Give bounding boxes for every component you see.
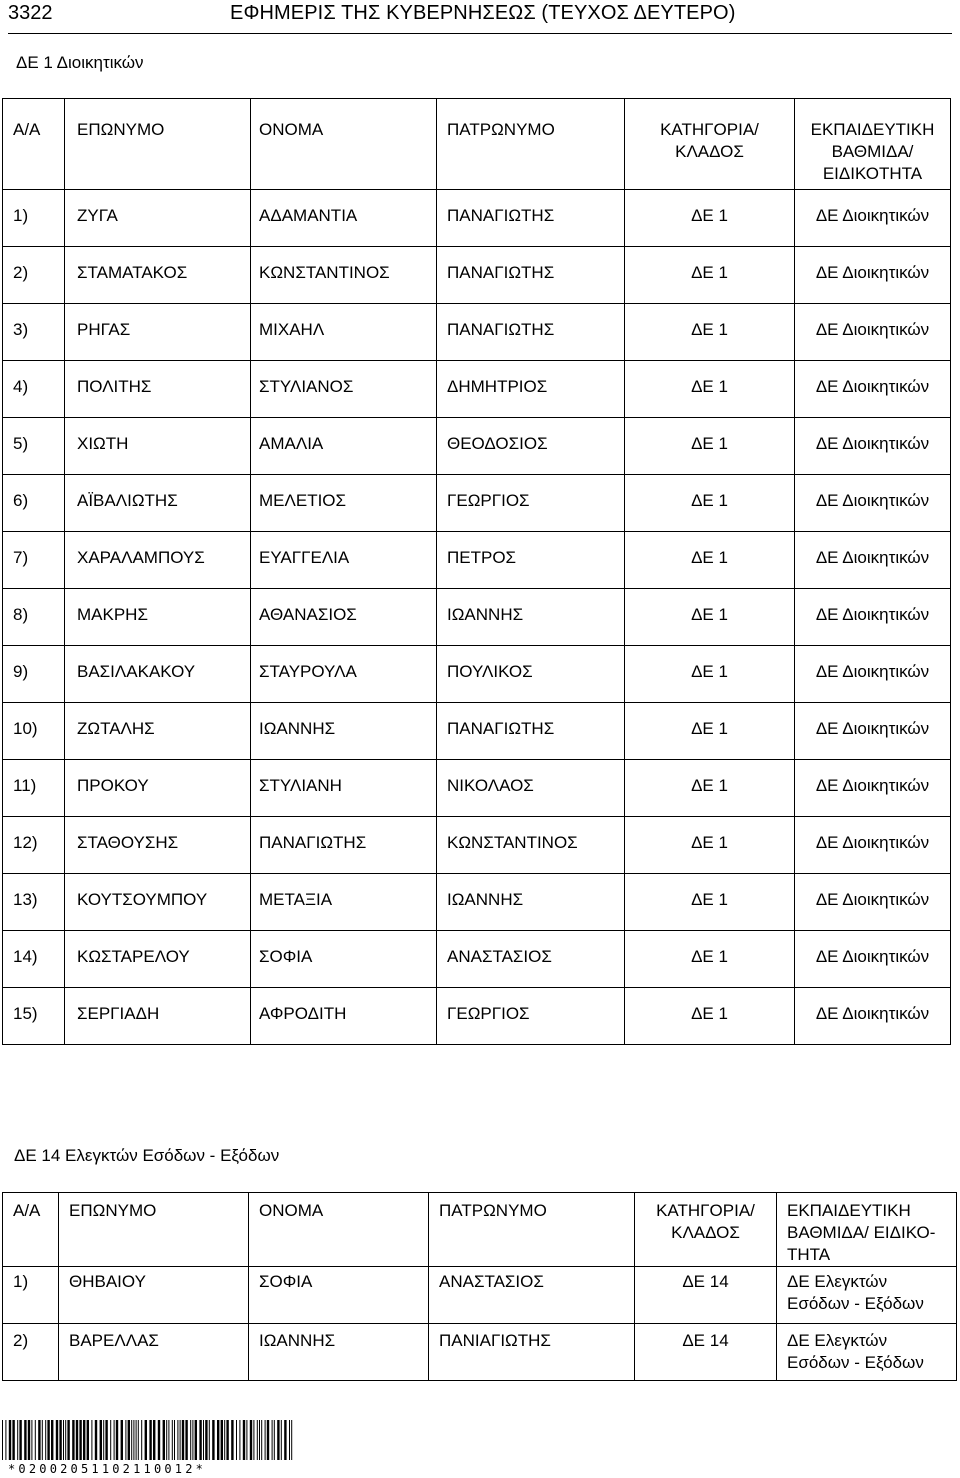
table-cell: ΔΕ Διοικητικών [795,361,951,418]
table-cell: ΜΕΛΕΤΙΟΣ [251,475,437,532]
barcode-bar [95,1420,97,1460]
table-de14-auditors [2,1192,957,1381]
table-row [3,1324,957,1381]
table-row [3,817,951,874]
barcode-bar [239,1420,240,1460]
barcode-bar [261,1420,262,1460]
barcode-bar [45,1420,46,1460]
barcode-bar [91,1420,92,1460]
barcode-bar [145,1420,147,1460]
table-cell: 13) [3,874,65,931]
barcode-bar [100,1420,102,1460]
table-row [3,361,951,418]
table-cell: ΔΕ Διοικητικών [795,931,951,988]
barcode-bar [174,1420,175,1460]
table-cell: ΠΑΝΑΓΙΩΤΗΣ [437,304,625,361]
barcode-bar [38,1420,40,1460]
table-row [3,304,951,361]
barcode-bar [103,1420,104,1460]
barcode-bar [250,1420,252,1460]
column-header: ΕΚΠΑΙΔΕΥΤΙΚΗ ΒΑΘΜΙΔΑ/ ΕΙΔΙΚΟΤΗΤΑ [795,99,951,190]
barcode-bar [105,1420,107,1460]
table-cell: ΑΪΒΑΛΙΩΤΗΣ [65,475,251,532]
barcode-bar [56,1420,58,1460]
table-cell: ΣΤΑΘΟΥΣΗΣ [65,817,251,874]
table-cell: ΣΟΦΙΑ [251,931,437,988]
table-cell: ΔΕ 1 [625,988,795,1045]
table-cell: ΜΙΧΑΗΛ [251,304,437,361]
barcode-bar [153,1420,155,1460]
table-cell: ΘΕΟΔΟΣΙΟΣ [437,418,625,475]
table-cell: ΔΕ Διοικητικών [795,874,951,931]
table-de1-administrative [2,98,951,1045]
barcode-bar [205,1420,207,1460]
barcode-bar [291,1420,292,1460]
barcode-bar [257,1420,258,1460]
table-row [3,589,951,646]
barcode-bar [199,1420,201,1460]
barcode-bar [172,1420,173,1460]
table-cell: 1) [3,1267,59,1324]
table-cell: 9) [3,646,65,703]
table-cell: ΔΕ 14 [635,1267,777,1324]
table-cell: 10) [3,703,65,760]
barcode-bar [121,1420,123,1460]
table-cell: ΔΕ Διοικητικών [795,532,951,589]
column-header: ΕΚΠΑΙΔΕΥΤΙΚΗ ΒΑΘΜΙΔΑ/ ΕΙΔΙΚΟ- ΤΗΤΑ [777,1193,957,1267]
column-header: ΚΑΤΗΓΟΡΙΑ/ ΚΛΑΔΟΣ [625,99,795,190]
table-cell: ΣΤΥΛΙΑΝΗ [251,760,437,817]
table-cell: ΜΕΤΑΞΙΑ [251,874,437,931]
table-cell: ΖΩΤΑΛΗΣ [65,703,251,760]
barcode-bar [149,1420,151,1460]
table-cell: ΘΗΒΑΙΟΥ [59,1267,249,1324]
barcode-bar [158,1420,160,1460]
table-cell: ΙΩΑΝΝΗΣ [437,589,625,646]
table-cell: ΝΙΚΟΛΑΟΣ [437,760,625,817]
barcode-bar [265,1420,266,1460]
table-cell: ΙΩΑΝΝΗΣ [251,703,437,760]
barcode-bar [59,1420,61,1460]
table-cell: ΚΩΝΣΤΑΝΤΙΝΟΣ [251,247,437,304]
barcode-bar [114,1420,115,1460]
barcode-bar [31,1420,32,1460]
table-cell: ΔΕ 1 [625,760,795,817]
table-cell: ΠΟΛΙΤΗΣ [65,361,251,418]
column-header: ΠΑΤΡΩΝΥΜΟ [429,1193,635,1267]
table-cell: ΔΕ 14 [635,1324,777,1381]
table-cell: ΠΑΝΑΓΙΩΤΗΣ [251,817,437,874]
barcode-bar [221,1420,223,1460]
table-cell: ΔΕ 1 [625,190,795,247]
table-cell: ΠΡΟΚΟΥ [65,760,251,817]
table-cell: ΙΩΑΝΝΗΣ [249,1324,429,1381]
barcode-bar [116,1420,118,1460]
table-row [3,532,951,589]
table-cell: 2) [3,1324,59,1381]
table-cell: ΣΤΥΛΙΑΝΟΣ [251,361,437,418]
table-cell: ΔΕ Ελεγκτών Εσόδων - Εξόδων [777,1267,957,1324]
barcode-bar [65,1420,66,1460]
table-cell: ΔΕ 1 [625,589,795,646]
table-cell: ΔΕ Διοικητικών [795,190,951,247]
column-header: Α/Α [3,1193,59,1267]
table-cell: ΔΗΜΗΤΡΙΟΣ [437,361,625,418]
barcode-bar [5,1420,6,1460]
table-row [3,190,951,247]
table-cell: ΔΕ 1 [625,418,795,475]
column-header: ΕΠΩΝΥΜΟ [65,99,251,190]
barcode-bar [289,1420,290,1460]
table-cell: ΔΕ Διοικητικών [795,817,951,874]
table-cell: ΔΕ 1 [625,646,795,703]
table-cell: ΓΕΩΡΓΙΟΣ [437,988,625,1045]
table-row [3,1267,957,1324]
barcode-bar [42,1420,43,1460]
table-cell: ΔΕ 1 [625,874,795,931]
column-header: ΟΝΟΜΑ [249,1193,429,1267]
barcode-bar [87,1420,89,1460]
table-cell: ΚΩΣΤΑΡΕΛΟΥ [65,931,251,988]
column-header: Α/Α [3,99,65,190]
barcode-bar [24,1420,26,1460]
table-cell: ΓΕΩΡΓΙΟΣ [437,475,625,532]
barcode-bar [281,1420,282,1460]
barcode-bar [274,1420,275,1460]
barcode-bar [217,1420,219,1460]
barcode-bar [2,1420,3,1460]
table-cell: ΣΕΡΓΙΑΔΗ [65,988,251,1045]
column-header: ΠΑΤΡΩΝΥΜΟ [437,99,625,190]
barcode-bar [35,1420,36,1460]
table-row [3,931,951,988]
table-cell: 5) [3,418,65,475]
table-cell: ΠΟΥΛΙΚΟΣ [437,646,625,703]
table-cell: ΠΑΝΑΓΙΩΤΗΣ [437,190,625,247]
barcode-number: *02002051102110012* [8,1462,207,1476]
header-rule [8,33,952,34]
barcode-bar [12,1420,14,1460]
barcode-bar [67,1420,69,1460]
barcode-bar [212,1420,214,1460]
table-cell: ΑΜΑΛΙΑ [251,418,437,475]
barcode-bar [231,1420,233,1460]
table-cell: ΔΕ Διοικητικών [795,988,951,1045]
table-cell: ΚΟΥΤΣΟΥΜΠΟΥ [65,874,251,931]
table-cell: ΔΕ 1 [625,931,795,988]
barcode-bar [125,1420,126,1460]
table-cell: ΚΩΝΣΤΑΝΤΙΝΟΣ [437,817,625,874]
table-cell: 6) [3,475,65,532]
barcode-bar [133,1420,134,1460]
table-cell: ΣΤΑΥΡΟΥΛΑ [251,646,437,703]
table-cell: ΔΕ 1 [625,247,795,304]
barcode-bar [209,1420,210,1460]
table-cell: ΒΑΡΕΛΛΑΣ [59,1324,249,1381]
table-cell: 8) [3,589,65,646]
table-cell: ΔΕ 1 [625,304,795,361]
barcode-bar [83,1420,85,1460]
table-cell: ΠΑΝΙΑΓΙΩΤΗΣ [429,1324,635,1381]
column-header: ΚΑΤΗΓΟΡΙΑ/ ΚΛΑΔΟΣ [635,1193,777,1267]
table-cell: 4) [3,361,65,418]
barcode-bar [141,1420,142,1460]
barcode-bar [272,1420,273,1460]
barcode-bar [185,1420,187,1460]
barcode-bar [226,1420,228,1460]
table-cell: ΧΑΡΑΛΑΜΠΟΥΣ [65,532,251,589]
table-cell: ΕΥΑΓΓΕΛΙΑ [251,532,437,589]
table-cell: ΔΕ Ελεγκτών Εσόδων - Εξόδων [777,1324,957,1381]
table-cell: ΔΕ 1 [625,703,795,760]
table-row [3,988,951,1045]
page-number: 3322 [8,2,53,24]
table-cell: ΠΑΝΑΓΙΩΤΗΣ [437,703,625,760]
table-cell: ΑΝΑΣΤΑΣΙΟΣ [429,1267,635,1324]
table-cell: 12) [3,817,65,874]
barcode-bar [138,1420,139,1460]
gazette-title: ΕΦΗΜΕΡΙΣ ΤΗΣ ΚΥΒΕΡΝΗΣΕΩΣ (ΤΕΥΧΟΣ ΔΕΥΤΕΡΟ) [230,2,736,24]
table-cell: ΔΕ 1 [625,532,795,589]
barcode-bar [163,1420,165,1460]
barcode-bar [180,1420,181,1460]
table-cell: ΧΙΩΤΗ [65,418,251,475]
table-cell: ΔΕ Διοικητικών [795,475,951,532]
barcode-bar [246,1420,247,1460]
table-cell: 7) [3,532,65,589]
barcode-bar [192,1420,193,1460]
barcode-bar [19,1420,21,1460]
table-cell: ΣΤΑΜΑΤΑΚΟΣ [65,247,251,304]
table-cell: ΑΝΑΣΤΑΣΙΟΣ [437,931,625,988]
table-cell: ΣΟΦΙΑ [249,1267,429,1324]
barcode-bar [168,1420,169,1460]
table-cell: ΔΕ 1 [625,475,795,532]
table-row [3,646,951,703]
table-cell: ΔΕ Διοικητικών [795,418,951,475]
barcode-bar [182,1420,184,1460]
barcode-bar [9,1420,11,1460]
page-header [0,0,960,28]
table-row [3,874,951,931]
barcode-bar [63,1420,64,1460]
barcode-bar [259,1420,260,1460]
section-title-de1: ΔΕ 1 Διοικητικών [16,53,144,72]
barcode-bar [51,1420,53,1460]
table-cell: ΑΘΑΝΑΣΙΟΣ [251,589,437,646]
table-cell: 14) [3,931,65,988]
barcode-bar [195,1420,197,1460]
barcode-bar [166,1420,167,1460]
table-cell: ΔΕ Διοικητικών [795,247,951,304]
table-cell: 2) [3,247,65,304]
table-cell: ΡΗΓΑΣ [65,304,251,361]
table-cell: 3) [3,304,65,361]
table-cell: ΠΑΝΑΓΙΩΤΗΣ [437,247,625,304]
barcode-bar [190,1420,191,1460]
barcode [2,1420,294,1460]
barcode-bar [224,1420,225,1460]
table-cell: 1) [3,190,65,247]
barcode-bar [28,1420,30,1460]
barcode-bar [136,1420,137,1460]
header-row [3,99,951,190]
table-cell: ΖΥΓΑ [65,190,251,247]
table-cell: ΔΕ 1 [625,361,795,418]
table-row [3,760,951,817]
barcode-bar [177,1420,178,1460]
section-title-de14: ΔΕ 14 Ελεγκτών Εσόδων - Εξόδων [14,1146,280,1165]
table-cell: ΒΑΣΙΛΑΚΑΚΟΥ [65,646,251,703]
header-row [3,1193,957,1267]
barcode-bar [128,1420,130,1460]
table-row [3,418,951,475]
table-cell: ΑΔΑΜΑΝΤΙΑ [251,190,437,247]
table-cell: ΔΕ Διοικητικών [795,589,951,646]
barcode-bar [79,1420,81,1460]
table-row [3,475,951,532]
column-header: ΟΝΟΜΑ [251,99,437,190]
table-cell: ΔΕ Διοικητικών [795,760,951,817]
barcode-bar [236,1420,237,1460]
table-cell: ΑΦΡΟΔΙΤΗ [251,988,437,1045]
table-cell: ΠΕΤΡΟΣ [437,532,625,589]
table-row [3,247,951,304]
table-cell: ΔΕ Διοικητικών [795,304,951,361]
barcode-bar [131,1420,132,1460]
barcode-bar [267,1420,269,1460]
barcode-bar [277,1420,279,1460]
barcode-bar [284,1420,286,1460]
table-cell: 15) [3,988,65,1045]
table-cell: ΔΕ 1 [625,817,795,874]
table-cell: 11) [3,760,65,817]
barcode-bar [203,1420,204,1460]
barcode-bar [17,1420,18,1460]
barcode-bar [110,1420,111,1460]
table-row [3,703,951,760]
column-header: ΕΠΩΝΥΜΟ [59,1193,249,1267]
barcode-bar [253,1420,254,1460]
table-cell: ΔΕ Διοικητικών [795,646,951,703]
barcode-bar [72,1420,74,1460]
barcode-bar [243,1420,245,1460]
barcode-bar [76,1420,78,1460]
barcode-bar [47,1420,49,1460]
table-cell: ΙΩΑΝΝΗΣ [437,874,625,931]
table-cell: ΜΑΚΡΗΣ [65,589,251,646]
table-cell: ΔΕ Διοικητικών [795,703,951,760]
